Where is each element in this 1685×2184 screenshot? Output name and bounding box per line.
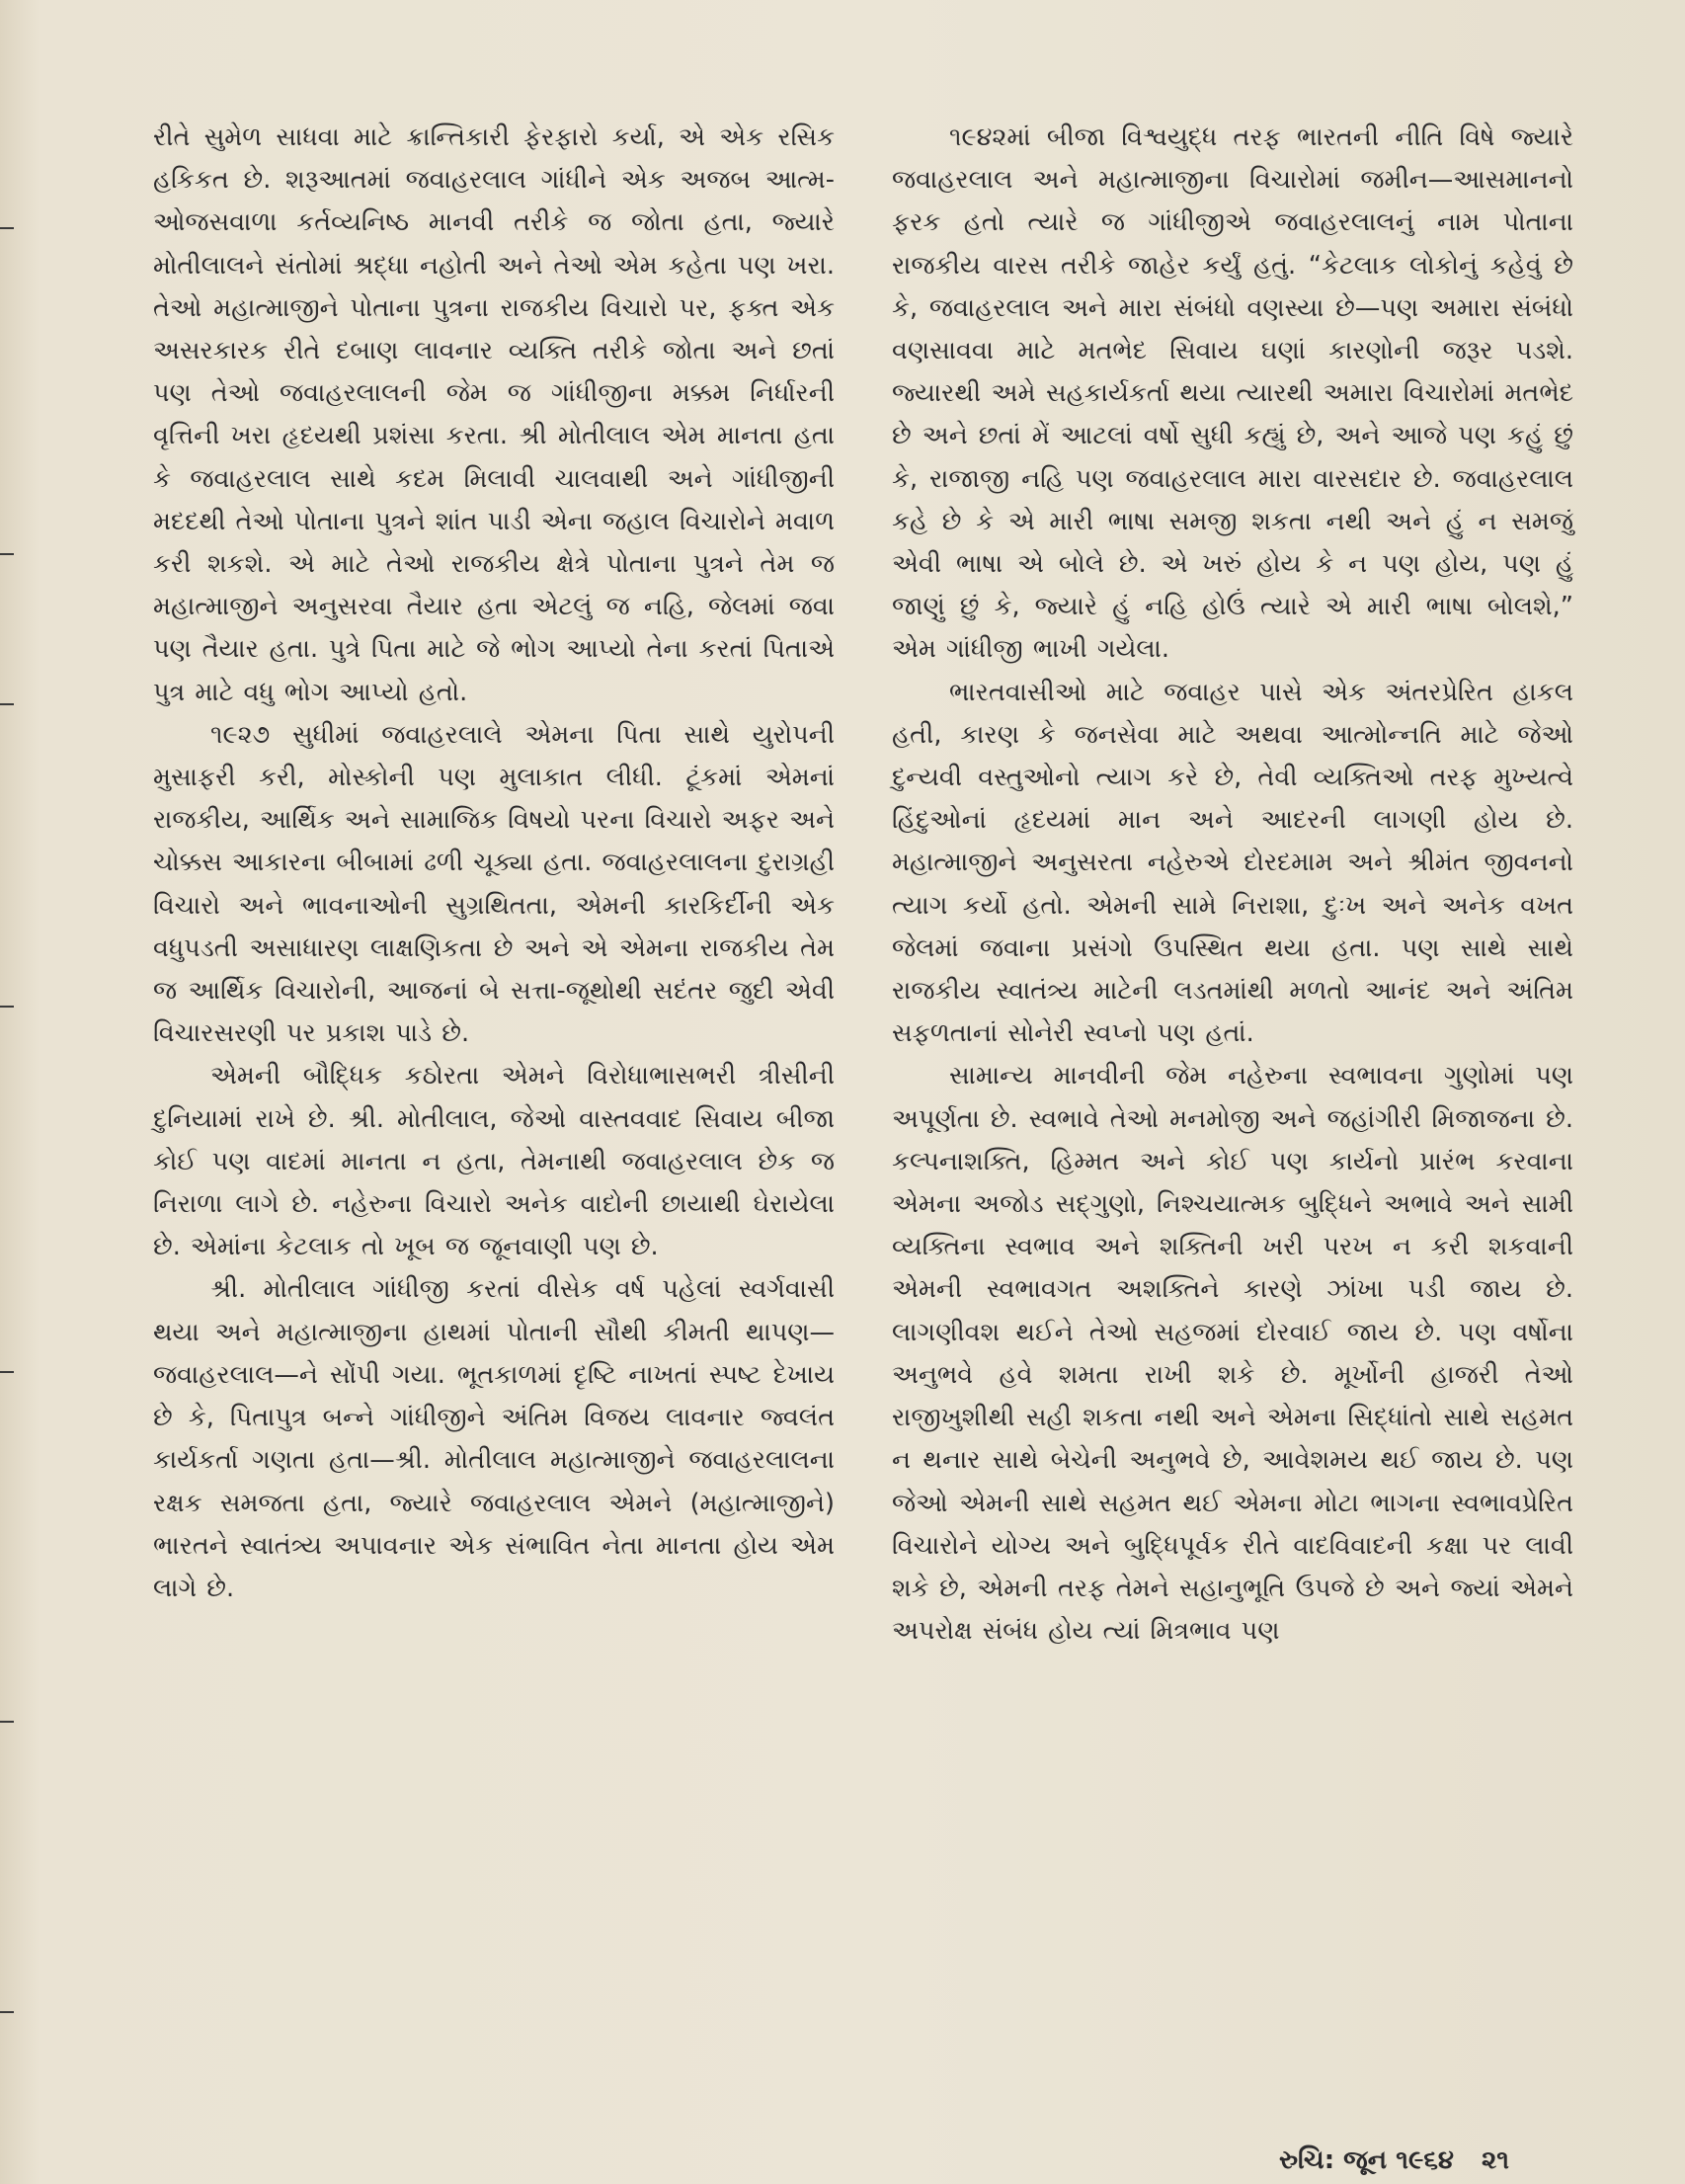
paragraph: રીતે સુમેળ સાધવા માટે ક્રાન્તિકારી ફેરફારો કર્યા, એ એક રસિક હકિકત છે. શરૂઆતમાં જવાહરલાલ ગાંધીને એક અજબ આત્મ-ઓજસવાળા કર્તવ્યનિષ્ઠ માનવી તરીકે જ જોતા હતા, જ્યારે મોતીલાલને સંતોમાં શ્રદ્ધા નહોતી અને તેઓ એમ કહેતા પણ ખરા. તેઓ મહાત્માજીને પોતાના પુત્રના રાજકીય વિચારો પર, ફક્ત એક અસરકારક રીતે દબાણ લાવનાર વ્યક્તિ તરીકે જોતા અને છતાં પણ તેઓ જવાહરલાલની જેમ જ ગાંધીજીના મક્કમ નિર્ધારની વૃત્તિની ખરા હૃદયથી પ્રશંસા કરતા. શ્રી મોતીલાલ એમ માનતા હતા કે જવાહરલાલ સાથે કદમ મિલાવી ચાલવાથી અને ગાંધીજીની મદદથી તેઓ પોતાના પુત્રને શાંત પાડી એના જહાલ વિચારોને મવાળ કરી શકશે. એ માટે તેઓ રાજકીય ક્ષેત્રે પોતાના પુત્રને તેમ જ મહાત્માજીને અનુસરવા તૈયાર હતા એટલું જ નહિ, જેલમાં જવા પણ તૈયાર હતા. પુત્રે પિતા માટે જે ભોગ આપ્યો તેના કરતાં પિતાએ પુત્ર માટે વધુ ભોગ આપ્યો હતો. — [153, 122, 835, 707]
margin-mark — [0, 2011, 14, 2013]
margin-mark — [0, 1006, 14, 1008]
margin-mark — [0, 1721, 14, 1723]
right-column — [892, 117, 1573, 1653]
left-column — [153, 117, 835, 1610]
margin-mark — [0, 703, 14, 705]
paragraph: શ્રી. મોતીલાલ ગાંધીજી કરતાં વીસેક વર્ષ પહેલાં સ્વર્ગવાસી થયા અને મહાત્માજીના હાથમાં પોતાની સૌથી કીમતી થાપણ—જવાહરલાલ—ને સોંપી ગયા. ભૂતકાળમાં દૃષ્ટિ નાખતાં સ્પષ્ટ દેખાય છે કે, પિતાપુત્ર બન્ને ગાંધીજીને અંતિમ વિજય લાવનાર જ્વલંત કાર્યકર્તા ગણતા હતા—શ્રી. મોતીલાલ મહાત્માજીને જવાહરલાલના રક્ષક સમજતા હતા, જ્યારે જવાહરલાલ એમને (મહાત્માજીને) ભારતને સ્વાતંત્ર્ય અપાવનાર એક સંભાવિત નેતા માનતા હોય એમ લાગે છે. — [153, 1274, 835, 1603]
margin-mark — [0, 553, 14, 555]
page-footer — [1279, 2145, 1509, 2176]
margin-mark — [0, 227, 14, 229]
margin-mark — [0, 1371, 14, 1373]
magazine-issue: રુચિ: જૂન ૧૯૬૪ — [1279, 2145, 1455, 2175]
paragraph: સામાન્ય માનવીની જેમ નહેરુના સ્વભાવના ગુણોમાં પણ અપૂર્ણતા છે. સ્વભાવે તેઓ મનમોજી અને જહાંગીરી મિજાજના છે. કલ્પનાશક્તિ, હિમ્મત અને કોઈ પણ કાર્યનો પ્રારંભ કરવાના એમના અજોડ સદ્ગુણો, નિશ્ચયાત્મક બુદ્ધિને અભાવે અને સામી વ્યક્તિના સ્વભાવ અને શક્તિની ખરી પરખ ન કરી શકવાની એમની સ્વભાવગત અશક્તિને કારણે ઝાંખા પડી જાય છે. લાગણીવશ થઈને તેઓ સહજમાં દોરવાઈ જાય છે. પણ વર્ષોના અનુભવે હવે શમતા રાખી શકે છે. મૂર્ખોની હાજરી તેઓ રાજીખુશીથી સહી શકતા નથી અને એમના સિદ્ધાંતો સાથે સહમત ન થનાર સાથે બેચેની અનુભવે છે, આવેશમય થઈ જાય છે. પણ જેઓ એમની સાથે સહમત થઈ એમના મોટા ભાગના સ્વભાવપ્રેરિત વિચારોને યોગ્ય અને બુદ્ધિપૂર્વક રીતે વાદવિવાદની કક્ષા પર લાવી શકે છે, એમની તરફ તેમને સહાનુભૂતિ ઉપજે છે અને જ્યાં એમને અપરોક્ષ સંબંધ હોય ત્યાં મિત્રભાવ પણ — [892, 1061, 1573, 1647]
paragraph: એમની બૌદ્ધિક કઠોરતા એમને વિરોધાભાસભરી ત્રીસીની દુનિયામાં રાખે છે. શ્રી. મોતીલાલ, જેઓ વાસ્તવવાદ સિવાય બીજા કોઈ પણ વાદમાં માનતા ન હતા, તેમનાથી જવાહરલાલ છેક જ નિરાળા લાગે છે. નહેરુના વિચારો અનેક વાદોની છાયાથી ઘેરાયેલા છે. એમાંના કેટલાક તો ખૂબ જ જૂનવાણી પણ છે. — [153, 1061, 835, 1262]
paragraph: ૧૯૪૨માં બીજા વિશ્વયુદ્ધ તરફ ભારતની નીતિ વિષે જ્યારે જવાહરલાલ અને મહાત્માજીના વિચારોમાં જમીન—આસમાનનો ફરક હતો ત્યારે જ ગાંધીજીએ જવાહરલાલનું નામ પોતાના રાજકીય વારસ તરીકે જાહેર કર્યું હતું. “કેટલાક લોકોનું કહેવું છે કે, જવાહરલાલ અને મારા સંબંધો વણસ્યા છે—પણ અમારા સંબંધો વણસાવવા માટે મતભેદ સિવાય ઘણાં કારણોની જરૂર પડશે. જ્યારથી અમે સહકાર્યકર્તા થયા ત્યારથી અમારા વિચારોમાં મતભેદ છે અને છતાં મેં આટલાં વર્ષો સુધી કહ્યું છે, અને આજે પણ કહું છું કે, રાજાજી નહિ પણ જવાહરલાલ મારા વારસદાર છે. જવાહરલાલ કહે છે કે એ મારી ભાષા સમજી શકતા નથી અને હું ન સમજું એવી ભાષા એ બોલે છે. એ ખરું હોય કે ન પણ હોય, પણ હું જાણું છું કે, જ્યારે હું નહિ હોઉં ત્યારે એ મારી ભાષા બોલશે,” એમ ગાંધીજી ભાખી ગયેલા. — [892, 122, 1573, 665]
paragraph: ભારતવાસીઓ માટે જવાહર પાસે એક અંતરપ્રેરિત હાકલ હતી, કારણ કે જનસેવા માટે અથવા આત્મોન્નતિ માટે જેઓ દુન્યવી વસ્તુઓનો ત્યાગ કરે છે, તેવી વ્યક્તિઓ તરફ મુખ્યત્વે હિંદુઓનાં હૃદયમાં માન અને આદરની લાગણી હોય છે. મહાત્માજીને અનુસરતા નહેરુએ દોરદમામ અને શ્રીમંત જીવનનો ત્યાગ કર્યો હતો. એમની સામે નિરાશા, દુઃખ અને અનેક વખત જેલમાં જવાના પ્રસંગો ઉપસ્થિત થયા હતા. પણ સાથે સાથે રાજકીય સ્વાતંત્ર્ય માટેની લડતમાંથી મળતો આનંદ અને અંતિમ સફળતાનાં સોનેરી સ્વપ્નો પણ હતાં. — [892, 677, 1573, 1049]
page-number: ૨૧ — [1482, 2145, 1510, 2175]
paragraph: ૧૯૨૭ સુધીમાં જવાહરલાલે એમના પિતા સાથે યુરોપની મુસાફરી કરી, મોસ્કોની પણ મુલાકાત લીધી. ટૂંકમાં એમનાં રાજકીય, આર્થિક અને સામાજિક વિષયો પરના વિચારો અફર અને ચોક્કસ આકારના બીબામાં ઢળી ચૂક્યા હતા. જવાહરલાલના દુરાગ્રહી વિચારો અને ભાવનાઓની સુગ્રથિતતા, એમની કારકિર્દીની એક વધુપડતી અસાધારણ લાક્ષણિકતા છે અને એ એમના રાજકીય તેમ જ આર્થિક વિચારોની, આજનાં બે સત્તા-જૂથોથી સદંતર જુદી એવી વિચારસરણી પર પ્રકાશ પાડે છે. — [153, 719, 835, 1049]
